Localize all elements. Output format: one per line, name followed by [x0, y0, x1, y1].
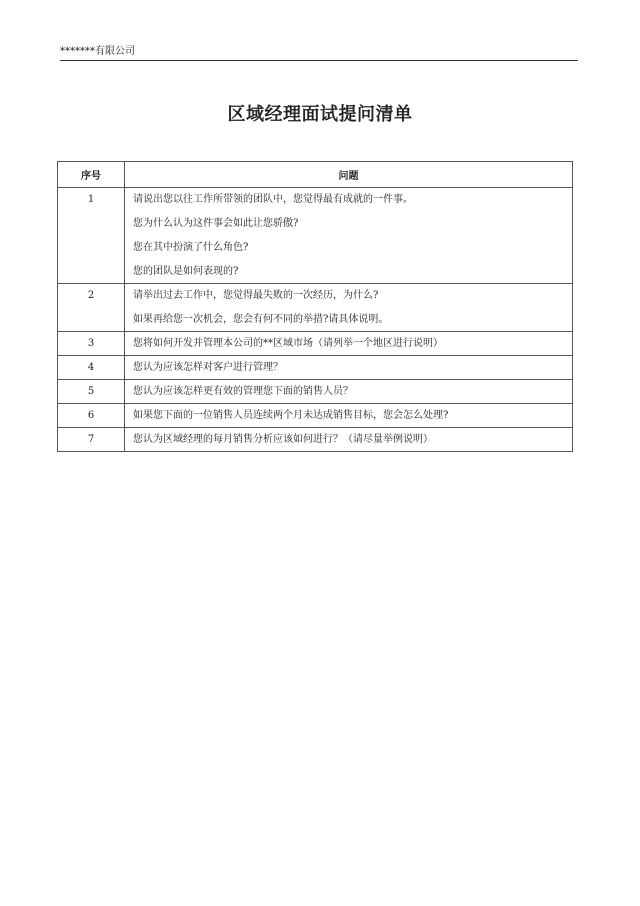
- table-row: [58, 404, 573, 428]
- company-name: *******有限公司: [60, 46, 135, 57]
- table-row: [58, 356, 573, 380]
- document-title: 区域经理面试提问清单: [227, 104, 413, 125]
- question-text: 您为什么认为这件事会如此让您骄傲?: [133, 218, 299, 229]
- column-header-number: 序号: [58, 162, 125, 188]
- question-cell: [125, 284, 573, 332]
- row-number: 7: [58, 428, 125, 452]
- question-cell: [125, 380, 573, 404]
- row-number: 4: [58, 356, 125, 380]
- row-number: 3: [58, 332, 125, 356]
- question-text: 您在其中扮演了什么角色?: [133, 242, 249, 253]
- column-header-question: 问题: [125, 162, 573, 188]
- question-text: 请举出过去工作中，您觉得最失败的一次经历，为什么?: [133, 290, 379, 301]
- question-text: 您认为区域经理的每月销售分析应该如何进行？（请尽量举例说明）: [133, 434, 433, 445]
- question-table: [57, 161, 573, 452]
- table-row: [58, 284, 573, 332]
- page-header: [60, 46, 578, 61]
- question-text: 您认为应该怎样对客户进行管理？: [133, 362, 283, 373]
- table-row: [58, 380, 573, 404]
- question-cell: [125, 356, 573, 380]
- row-number: 6: [58, 404, 125, 428]
- table-header-row: [58, 162, 573, 188]
- question-text: 如果再给您一次机会，您会有何不同的举措?请具体说明。: [133, 314, 389, 325]
- table-row: [58, 332, 573, 356]
- row-number: 5: [58, 380, 125, 404]
- question-text: 如果您下面的一位销售人员连续两个月未达成销售目标，您会怎么处理?: [133, 410, 449, 421]
- question-cell: [125, 188, 573, 284]
- question-cell: [125, 428, 573, 452]
- question-text: 您将如何开发并管理本公司的**区域市场（请列举一个地区进行说明）: [133, 338, 443, 349]
- table-row: [58, 428, 573, 452]
- row-number: 1: [58, 188, 125, 284]
- table-row: [58, 188, 573, 284]
- question-text: 您的团队是如何表现的?: [133, 266, 239, 277]
- question-cell: [125, 404, 573, 428]
- question-text: 您认为应该怎样更有效的管理您下面的销售人员？: [133, 386, 353, 397]
- question-text: 请说出您以往工作所带领的团队中，您觉得最有成就的一件事。: [133, 194, 413, 205]
- question-cell: [125, 332, 573, 356]
- row-number: 2: [58, 284, 125, 332]
